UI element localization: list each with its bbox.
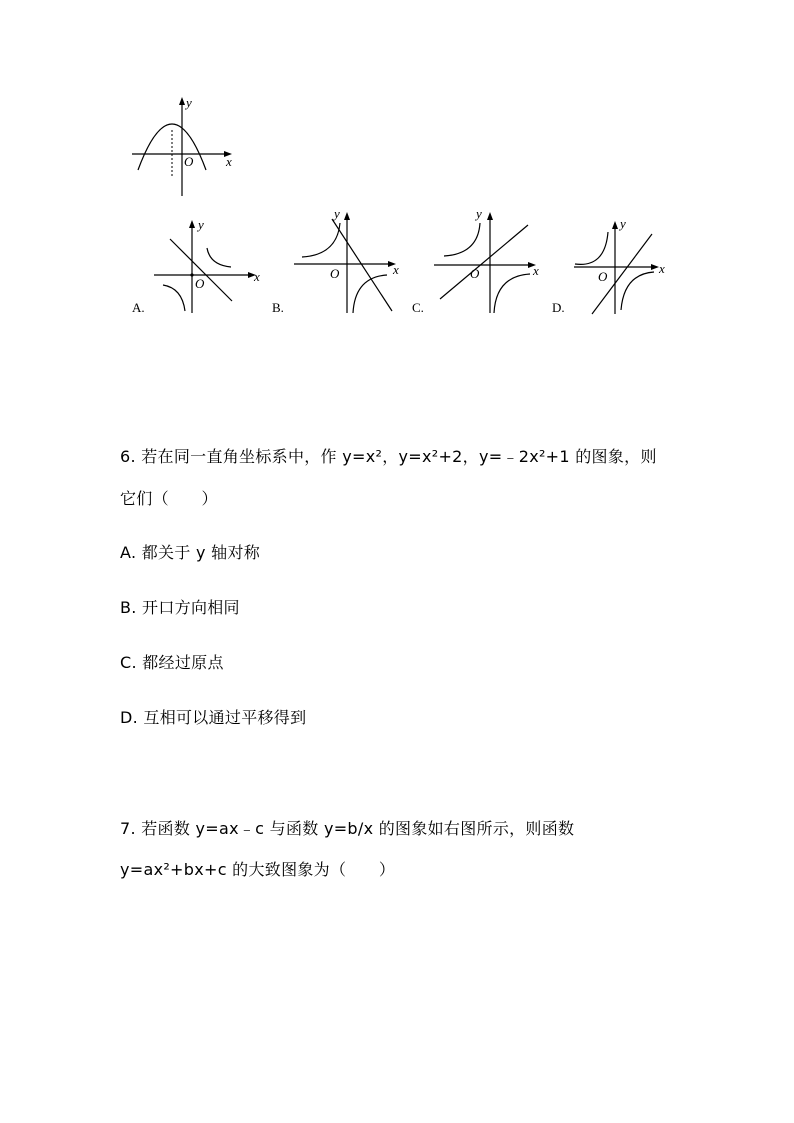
q7-stem-line2: y=ax²+bx+c 的大致图象为（ ）	[120, 860, 396, 879]
q6-option-b: B. 开口方向相同	[120, 598, 240, 617]
option-a-letter: A.	[132, 300, 145, 315]
axis-x-label: x	[533, 263, 539, 278]
q6-stem-line2: 它们（ ）	[120, 489, 218, 508]
q6-option-c: C. 都经过原点	[120, 653, 224, 672]
origin-label: O	[598, 269, 608, 284]
option-b-figure	[292, 205, 408, 315]
option-a-figure	[150, 215, 266, 315]
q6-option-a: A. 都关于 y 轴对称	[120, 543, 261, 562]
origin-label: O	[184, 154, 194, 169]
origin-label: O	[470, 266, 480, 281]
origin-label: O	[195, 276, 205, 291]
axis-y-label: y	[620, 216, 626, 231]
axis-x-label: x	[254, 269, 260, 284]
axis-x-label: x	[393, 262, 399, 277]
option-c-figure	[432, 205, 548, 315]
option-d-figure	[570, 212, 670, 316]
axis-x-label: x	[226, 154, 232, 169]
option-b-letter: B.	[272, 300, 284, 315]
q6-stem-line1: 6. 若在同一直角坐标系中，作 y=x²，y=x²+2，y=﹣2x²+1 的图象，则	[120, 447, 657, 466]
option-d-letter: D.	[552, 300, 565, 315]
axis-y-label: y	[198, 217, 204, 232]
q6-option-d: D. 互相可以通过平移得到	[120, 708, 307, 727]
axis-y-label: y	[334, 206, 340, 221]
q7-stem-line1: 7. 若函数 y=ax﹣c 与函数 y=b/x 的图象如右图所示，则函数	[120, 819, 575, 838]
axis-x-label: x	[659, 261, 665, 276]
origin-label: O	[330, 266, 340, 281]
parabola-figure	[126, 92, 246, 200]
axis-y-label: y	[476, 206, 482, 221]
axis-y-label: y	[186, 95, 192, 110]
option-c-letter: C.	[412, 300, 424, 315]
